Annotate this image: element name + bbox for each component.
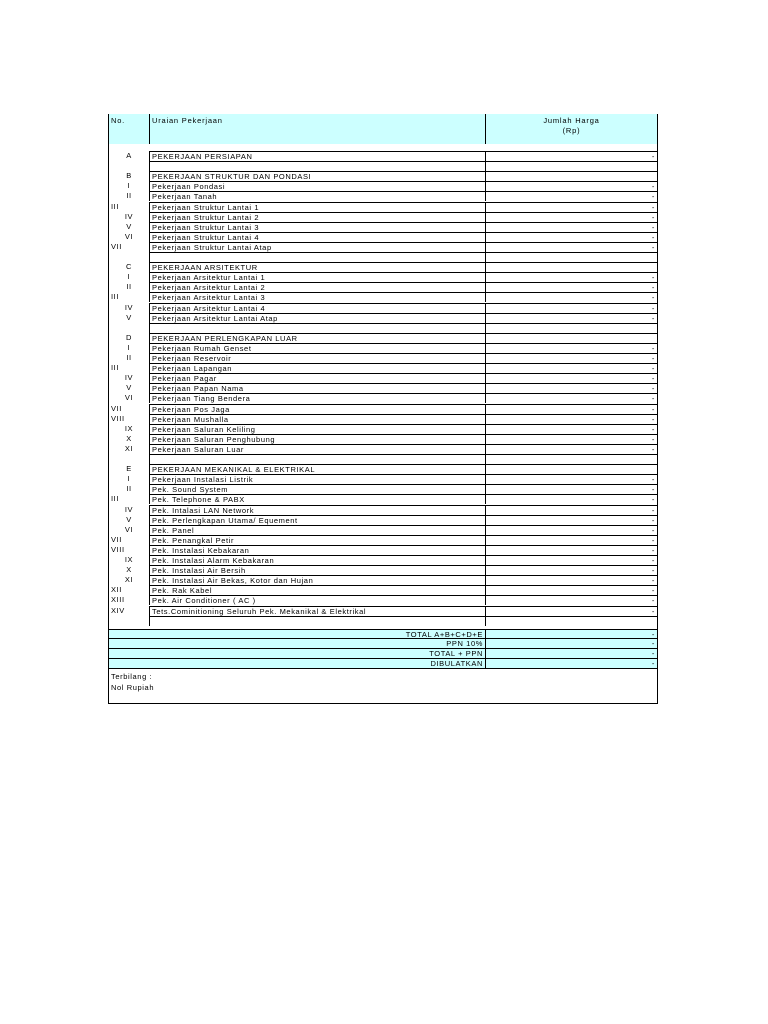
- table-row: [109, 191, 657, 201]
- row-description: PEKERJAAN MEKANIKAL & ELEKTRIKAL: [149, 464, 485, 474]
- table-row: [109, 202, 657, 212]
- row-number: V: [126, 221, 132, 231]
- row-description: Pekerjaan Pagar: [149, 373, 485, 383]
- row-number: VII: [111, 241, 122, 251]
- row-value: -: [485, 565, 657, 575]
- row-value: -: [485, 222, 657, 232]
- row-description: Pekerjaan Instalasi Listrik: [149, 474, 485, 484]
- table-row: [109, 222, 657, 232]
- row-description: [149, 161, 485, 171]
- row-value: -: [485, 505, 657, 515]
- table-row: [109, 242, 657, 252]
- row-value: -: [485, 555, 657, 565]
- row-value: -: [485, 181, 657, 191]
- row-value: -: [485, 282, 657, 292]
- table-row: [109, 545, 657, 555]
- row-number: D: [125, 332, 133, 342]
- row-number: XII: [111, 585, 122, 595]
- row-description: Pek. Instalasi Kebakaran: [149, 545, 485, 555]
- row-description: Pekerjaan Struktur Lantai 4: [149, 232, 485, 242]
- row-description: Pekerjaan Pos Jaga: [149, 404, 485, 414]
- row-number: III: [111, 363, 120, 373]
- section-row: [109, 333, 657, 343]
- table-row: [109, 282, 657, 292]
- row-description: Pekerjaan Arsitektur Lantai Atap: [149, 313, 485, 323]
- total-value: -: [485, 649, 657, 659]
- row-number: V: [126, 514, 132, 524]
- row-value: -: [485, 424, 657, 434]
- row-value: -: [485, 414, 657, 424]
- row-value: -: [485, 202, 657, 212]
- table-row: [109, 444, 657, 454]
- row-number: VI: [124, 231, 134, 241]
- row-number: V: [126, 383, 132, 393]
- row-value: -: [485, 191, 657, 201]
- row-value: -: [485, 151, 657, 161]
- row-description: Pek. Rak Kabel: [149, 585, 485, 595]
- row-value: -: [485, 393, 657, 403]
- row-value: -: [485, 383, 657, 393]
- row-description: PEKERJAAN STRUKTUR DAN PONDASI: [149, 171, 485, 181]
- row-description: PEKERJAAN PERLENGKAPAN LUAR: [149, 333, 485, 343]
- terbilang-block: [111, 671, 154, 693]
- total-row: [109, 659, 657, 669]
- row-value: -: [485, 232, 657, 242]
- row-description: Pekerjaan Struktur Lantai 3: [149, 222, 485, 232]
- header-no: No.: [111, 116, 126, 125]
- row-number: IX: [124, 555, 134, 564]
- row-description: Pekerjaan Struktur Lantai 1: [149, 202, 485, 212]
- total-label: PPN 10%: [446, 638, 483, 648]
- row-number: [109, 454, 149, 464]
- row-number: B: [126, 171, 132, 181]
- header-price: [485, 114, 657, 144]
- row-number: E: [126, 464, 132, 474]
- total-label: TOTAL A+B+C+D+E: [405, 629, 483, 639]
- row-number: X: [126, 433, 132, 443]
- cost-estimate-sheet: [108, 114, 658, 704]
- table-row: [109, 565, 657, 575]
- row-description: Pekerjaan Arsitektur Lantai 1: [149, 272, 485, 282]
- row-description: Pekerjaan Saluran Luar: [149, 444, 485, 454]
- row-description: Pek. Instalasi Alarm Kebakaran: [149, 555, 485, 565]
- row-description: [149, 323, 485, 333]
- row-number: [109, 161, 149, 171]
- row-description: Pekerjaan Mushalla: [149, 414, 485, 424]
- row-value: -: [485, 575, 657, 585]
- row-number: XI: [124, 443, 134, 453]
- row-number: II: [126, 191, 132, 201]
- row-description: Pekerjaan Reservoir: [149, 353, 485, 363]
- terbilang-label: Terbilang :: [111, 672, 153, 682]
- row-value: -: [485, 303, 657, 313]
- row-number: C: [125, 262, 133, 272]
- row-description: Pek. Penangkal Petir: [149, 535, 485, 545]
- row-value: -: [485, 444, 657, 454]
- row-value: -: [485, 494, 657, 504]
- total-row: [109, 649, 657, 659]
- header-price-line2: (Rp): [562, 126, 581, 135]
- row-number: XIV: [111, 605, 125, 615]
- row-number: I: [127, 272, 131, 282]
- row-value: -: [485, 292, 657, 302]
- row-description: Pekerjaan Arsitektur Lantai 2: [149, 282, 485, 292]
- row-description: Pekerjaan Arsitektur Lantai 4: [149, 303, 485, 313]
- row-description: Pek. Instalasi Air Bekas, Kotor dan Hujan: [149, 575, 485, 585]
- table-row: [109, 505, 657, 515]
- row-value: -: [485, 373, 657, 383]
- section-row: [109, 151, 657, 161]
- table-row: [109, 606, 657, 616]
- spacer-row: [109, 323, 657, 333]
- row-description: Pekerjaan Pondasi: [149, 181, 485, 191]
- terbilang-value: Nol Rupiah: [111, 683, 155, 693]
- header-desc-label: Uraian Pekerjaan: [152, 116, 223, 125]
- row-number: I: [127, 181, 131, 191]
- row-value: [485, 161, 657, 171]
- table-row: [109, 525, 657, 535]
- total-value: -: [485, 639, 657, 649]
- row-value: [485, 262, 657, 272]
- total-row: [109, 639, 657, 649]
- row-number: I: [127, 342, 131, 352]
- spacer-row: [109, 454, 657, 464]
- section-row: [109, 171, 657, 181]
- row-value: -: [485, 474, 657, 484]
- row-number: [109, 616, 149, 626]
- row-number: V: [126, 312, 132, 322]
- table-row: [109, 474, 657, 484]
- row-description: Pekerjaan Rumah Genset: [149, 343, 485, 353]
- row-number: IV: [124, 373, 134, 383]
- table-row: [109, 404, 657, 414]
- row-number: XI: [124, 575, 134, 585]
- row-value: -: [485, 313, 657, 323]
- row-value: -: [485, 212, 657, 222]
- row-value: -: [485, 595, 657, 605]
- total-row: [109, 629, 657, 639]
- row-value: -: [485, 434, 657, 444]
- row-number: III: [111, 292, 120, 302]
- row-value: -: [485, 545, 657, 555]
- row-description: [149, 252, 485, 262]
- row-number: VI: [124, 393, 134, 403]
- row-number: VII: [111, 403, 122, 413]
- row-value: [485, 464, 657, 474]
- row-number: IV: [124, 504, 134, 514]
- row-description: Tets.Cominitioning Seluruh Pek. Mekanikal & Elektrikal: [149, 606, 485, 616]
- table-row: [109, 494, 657, 504]
- row-value: -: [485, 535, 657, 545]
- row-description: Pek. Perlengkapan Utama/ Equement: [149, 515, 485, 525]
- row-description: Pekerjaan Tanah: [149, 191, 485, 201]
- table-row: [109, 272, 657, 282]
- table-row: [109, 555, 657, 565]
- row-description: Pekerjaan Struktur Lantai Atap: [149, 242, 485, 252]
- row-description: Pekerjaan Lapangan: [149, 363, 485, 373]
- table-row: [109, 393, 657, 403]
- row-description: [149, 616, 485, 626]
- row-value: [485, 333, 657, 343]
- table-row: [109, 515, 657, 525]
- row-number: VIII: [111, 413, 125, 423]
- row-number: IV: [124, 302, 134, 312]
- row-number: IX: [124, 423, 134, 433]
- row-description: Pekerjaan Papan Nama: [149, 383, 485, 393]
- table-row: [109, 181, 657, 191]
- total-value: -: [485, 630, 657, 640]
- row-value: -: [485, 242, 657, 252]
- spacer-row: [109, 161, 657, 171]
- row-description: Pekerjaan Struktur Lantai 2: [149, 212, 485, 222]
- row-number: IV: [124, 211, 134, 221]
- row-value: [485, 171, 657, 181]
- row-number: XIII: [111, 595, 125, 605]
- row-description: Pek. Air Conditioner ( AC ): [149, 595, 485, 605]
- row-number: X: [126, 565, 132, 575]
- row-value: -: [485, 515, 657, 525]
- row-description: Pekerjaan Arsitektur Lantai 3: [149, 292, 485, 302]
- row-value: -: [485, 606, 657, 616]
- table-row: [109, 373, 657, 383]
- row-value: -: [485, 525, 657, 535]
- row-number: III: [111, 494, 120, 504]
- row-value: [485, 616, 657, 626]
- row-value: [485, 323, 657, 333]
- header-description: [149, 114, 485, 144]
- row-value: -: [485, 343, 657, 353]
- table-row: [109, 575, 657, 585]
- row-number: III: [111, 201, 120, 211]
- total-label: TOTAL + PPN: [429, 648, 483, 658]
- table-row: [109, 353, 657, 363]
- row-description: Pekerjaan Saluran Keliling: [149, 424, 485, 434]
- row-value: [485, 252, 657, 262]
- row-number: II: [126, 353, 132, 362]
- table-row: [109, 363, 657, 373]
- table-row: [109, 414, 657, 424]
- row-description: Pek. Instalasi Air Bersih: [149, 565, 485, 575]
- table-row: [109, 212, 657, 222]
- row-description: PEKERJAAN PERSIAPAN: [149, 151, 485, 161]
- table-row: [109, 595, 657, 605]
- table-row: [109, 292, 657, 302]
- table-row: [109, 313, 657, 323]
- row-number: I: [127, 474, 131, 484]
- row-number: II: [126, 484, 132, 494]
- total-label: DIBULATKAN: [430, 659, 483, 668]
- total-value: -: [485, 659, 657, 669]
- spacer-row: [109, 616, 657, 626]
- row-description: Pek. Sound System: [149, 484, 485, 494]
- row-value: -: [485, 484, 657, 494]
- row-description: [149, 454, 485, 464]
- row-number: VII: [111, 534, 122, 544]
- table-row: [109, 232, 657, 242]
- row-description: Pek. Panel: [149, 525, 485, 535]
- row-number: [109, 323, 149, 333]
- row-value: -: [485, 363, 657, 373]
- row-value: -: [485, 272, 657, 282]
- row-value: -: [485, 353, 657, 363]
- table-row: [109, 303, 657, 313]
- row-description: PEKERJAAN ARSITEKTUR: [149, 262, 485, 272]
- table-row: [109, 343, 657, 353]
- table-row: [109, 434, 657, 444]
- row-description: Pek. Intalasi LAN Network: [149, 505, 485, 515]
- table-row: [109, 585, 657, 595]
- table-row: [109, 424, 657, 434]
- row-description: Pekerjaan Tiang Bendera: [149, 393, 485, 403]
- row-description: Pek. Telephone & PABX: [149, 494, 485, 504]
- row-number: A: [126, 151, 132, 160]
- spacer-row: [109, 252, 657, 262]
- section-row: [109, 464, 657, 474]
- row-number: II: [126, 282, 132, 292]
- row-value: -: [485, 404, 657, 414]
- row-number: VI: [124, 524, 134, 534]
- header-price-line1: Jumlah Harga: [543, 116, 600, 125]
- row-value: -: [485, 585, 657, 595]
- row-number: [109, 252, 149, 262]
- row-number: VIII: [111, 544, 125, 554]
- row-value: [485, 454, 657, 464]
- section-row: [109, 262, 657, 272]
- row-description: Pekerjaan Saluran Penghubung: [149, 434, 485, 444]
- table-row: [109, 484, 657, 494]
- table-row: [109, 535, 657, 545]
- table-row: [109, 383, 657, 393]
- table-header: [109, 114, 657, 144]
